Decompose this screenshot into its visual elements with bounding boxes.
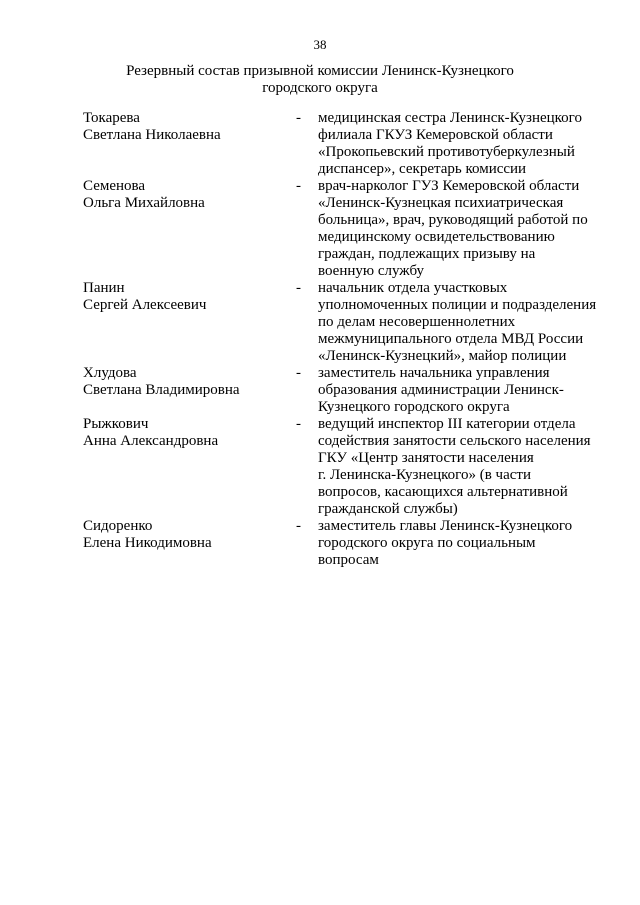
member-role <box>318 280 618 365</box>
separator-dash: - <box>296 110 301 126</box>
role-line: вопросам <box>318 552 379 568</box>
role-line: г. Ленинска-Кузнецкого» (в части <box>318 467 531 483</box>
title-line: Резервный состав призывной комиссии Ленинск-Кузнецкого <box>126 63 514 79</box>
member-entry <box>0 518 640 569</box>
role-line: ГКУ «Центр занятости населения <box>318 450 534 466</box>
member-entry <box>0 416 640 518</box>
title-line: городского округа <box>262 80 378 96</box>
role-line: содействия занятости сельского населения <box>318 433 591 449</box>
role-line: врач-нарколог ГУЗ Кемеровской области <box>318 178 580 194</box>
member-name <box>83 365 283 399</box>
member-role <box>318 178 618 280</box>
role-line: военную службу <box>318 263 425 279</box>
member-given-names: Сергей Алексеевич <box>83 297 207 313</box>
member-entry <box>0 365 640 416</box>
page-number: 38 <box>313 37 327 52</box>
member-surname: Токарева <box>83 110 140 126</box>
role-line: граждан, подлежащих призыву на <box>318 246 536 262</box>
member-given-names: Светлана Владимировна <box>83 382 240 398</box>
role-line: ведущий инспектор III категории отдела <box>318 416 576 432</box>
member-role <box>318 365 618 416</box>
role-line: по делам несовершеннолетних <box>318 314 516 330</box>
role-line: образования администрации Ленинск- <box>318 382 564 398</box>
member-given-names: Светлана Николаевна <box>83 127 221 143</box>
role-line: больница», врач, руководящий работой по <box>318 212 588 228</box>
member-entry <box>0 110 640 178</box>
member-role <box>318 110 618 178</box>
role-line: заместитель главы Ленинск-Кузнецкого <box>318 518 573 534</box>
member-surname: Сидоренко <box>83 518 153 534</box>
separator-dash: - <box>296 518 301 534</box>
role-line: заместитель начальника управления <box>318 365 550 381</box>
member-surname: Хлудова <box>83 365 137 381</box>
role-line: городского округа по социальным <box>318 535 536 551</box>
member-given-names: Анна Александровна <box>83 433 219 449</box>
member-surname: Панин <box>83 280 125 296</box>
document-title <box>0 63 640 97</box>
member-given-names: Елена Никодимовна <box>83 535 212 551</box>
separator-dash: - <box>296 280 301 296</box>
member-surname: Рыжкович <box>83 416 149 432</box>
role-line: вопросов, касающихся альтернативной <box>318 484 568 500</box>
member-name <box>83 110 283 144</box>
role-line: медицинскому освидетельствованию <box>318 229 555 245</box>
member-entry <box>0 280 640 365</box>
role-line: диспансер», секретарь комиссии <box>318 161 527 177</box>
role-line: филиала ГКУЗ Кемеровской области <box>318 127 553 143</box>
role-line: «Ленинск-Кузнецкая психиатрическая <box>318 195 564 211</box>
member-name <box>83 518 283 552</box>
separator-dash: - <box>296 178 301 194</box>
member-given-names: Ольга Михайловна <box>83 195 205 211</box>
member-name <box>83 178 283 212</box>
role-line: гражданской службы) <box>318 501 458 517</box>
role-line: «Ленинск-Кузнецкий», майор полиции <box>318 348 567 364</box>
role-line: уполномоченных полиции и подразделения <box>318 297 597 313</box>
role-line: Кузнецкого городского округа <box>318 399 510 415</box>
role-line: начальник отдела участковых <box>318 280 508 296</box>
member-name <box>83 416 283 450</box>
separator-dash: - <box>296 365 301 381</box>
role-line: медицинская сестра Ленинск-Кузнецкого <box>318 110 582 126</box>
member-role <box>318 518 618 569</box>
separator-dash: - <box>296 416 301 432</box>
member-entry <box>0 178 640 280</box>
member-name <box>83 280 283 314</box>
role-line: межмуниципального отдела МВД России <box>318 331 584 347</box>
role-line: «Прокопьевский противотуберкулезный <box>318 144 575 160</box>
member-role <box>318 416 618 518</box>
members-list <box>0 110 640 569</box>
member-surname: Семенова <box>83 178 146 194</box>
